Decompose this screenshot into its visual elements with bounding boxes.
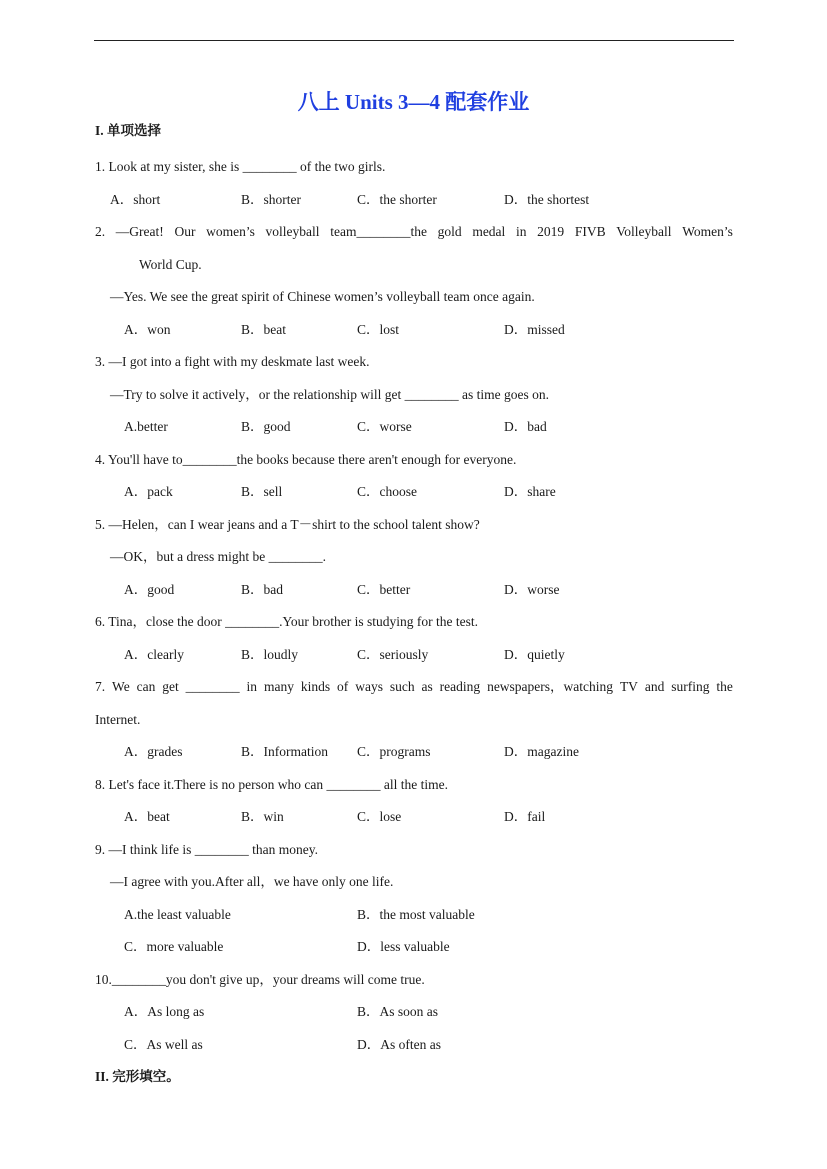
- q5-option-b: B．bad: [241, 582, 283, 597]
- q2-option-d: D．missed: [504, 322, 565, 337]
- q4-option-c: C．choose: [357, 484, 417, 499]
- question-10-stem: 10.________you don't give up，your dreams will come true.: [95, 972, 425, 987]
- question-8-stem: 8. Let's face it.There is no person who can ________ all the time.: [95, 777, 448, 792]
- q7-option-d: D．magazine: [504, 744, 579, 759]
- question-5-reply: —OK，but a dress might be ________.: [110, 549, 326, 564]
- q6-option-b: B．loudly: [241, 647, 299, 662]
- q9-option-b: B．the most valuable: [357, 907, 475, 922]
- q10-option-b: B．As soon as: [357, 1004, 439, 1019]
- q1-option-b: B．shorter: [241, 192, 301, 207]
- q4-option-b: B．sell: [241, 484, 283, 499]
- q7-option-c: C．programs: [357, 744, 431, 759]
- q3-option-b: B．good: [241, 419, 291, 434]
- q8-option-c: C．lose: [357, 809, 402, 824]
- q1-option-a: A．short: [110, 192, 161, 207]
- q3-option-c: C．worse: [357, 419, 412, 434]
- q10-option-c: C．As well as: [124, 1037, 203, 1052]
- q4-option-a: A．pack: [124, 484, 173, 499]
- q2-option-c: C．lost: [357, 322, 400, 337]
- q9-option-a: A.the least valuable: [124, 907, 231, 922]
- q6-option-d: D．quietly: [504, 647, 565, 662]
- q7-option-b: B．Information: [241, 744, 328, 759]
- q2-option-a: A．won: [124, 322, 171, 337]
- q6-option-c: C．seriously: [357, 647, 429, 662]
- q1-option-c: C．the shorter: [357, 192, 437, 207]
- q3-option-d: D．bad: [504, 419, 547, 434]
- q1-option-d: D．the shortest: [504, 192, 590, 207]
- q4-option-d: D．share: [504, 484, 556, 499]
- q9-option-d: D．less valuable: [357, 939, 450, 954]
- question-2-reply: —Yes. We see the great spirit of Chinese women’s volleyball team once again.: [110, 289, 535, 304]
- question-6-stem: 6. Tina，close the door ________.Your brother is studying for the test.: [95, 614, 478, 629]
- question-2-stem-line1: 2. —Great! Our women’s volleyball team________the gold medal in 2019 FIVB Volleyball Women’s: [95, 224, 733, 239]
- question-9-stem: 9. —I think life is ________ than money.: [95, 842, 318, 857]
- question-5-stem: 5. —Helen，can I wear jeans and a T－shirt to the school talent show?: [95, 517, 480, 532]
- page-title: 八上 Units 3—4 配套作业: [297, 90, 530, 114]
- section-heading-1: I. 单项选择: [95, 123, 162, 138]
- question-4-stem: 4. You'll have to________the books because there aren't enough for everyone.: [95, 452, 517, 467]
- q8-option-d: D．fail: [504, 809, 546, 824]
- q8-option-a: A．beat: [124, 809, 170, 824]
- q8-option-b: B．win: [241, 809, 284, 824]
- question-2-stem-line2: World Cup.: [139, 257, 202, 272]
- question-1-stem: 1. Look at my sister, she is ________ of the two girls.: [95, 159, 386, 174]
- q3-option-a: A.better: [124, 419, 168, 434]
- q9-option-c: C．more valuable: [124, 939, 224, 954]
- q5-option-a: A．good: [124, 582, 175, 597]
- question-3-reply: —Try to solve it actively，or the relationship will get ________ as time goes on.: [110, 387, 549, 402]
- q7-option-a: A．grades: [124, 744, 183, 759]
- question-7-stem-line1: 7. We can get ________ in many kinds of ways such as reading newspapers，watching TV and surfing the: [95, 679, 733, 694]
- question-3-stem: 3. —I got into a fight with my deskmate last week.: [95, 354, 370, 369]
- question-7-stem-line2: Internet.: [95, 712, 141, 727]
- q5-option-c: C．better: [357, 582, 411, 597]
- question-9-reply: —I agree with you.After all，we have only one life.: [110, 874, 394, 889]
- q10-option-d: D．As often as: [357, 1037, 441, 1052]
- q5-option-d: D．worse: [504, 582, 560, 597]
- q6-option-a: A．clearly: [124, 647, 184, 662]
- header-rule: [94, 40, 734, 41]
- q10-option-a: A．As long as: [124, 1004, 205, 1019]
- section-heading-2: II. 完形填空。: [95, 1069, 180, 1084]
- q2-option-b: B．beat: [241, 322, 286, 337]
